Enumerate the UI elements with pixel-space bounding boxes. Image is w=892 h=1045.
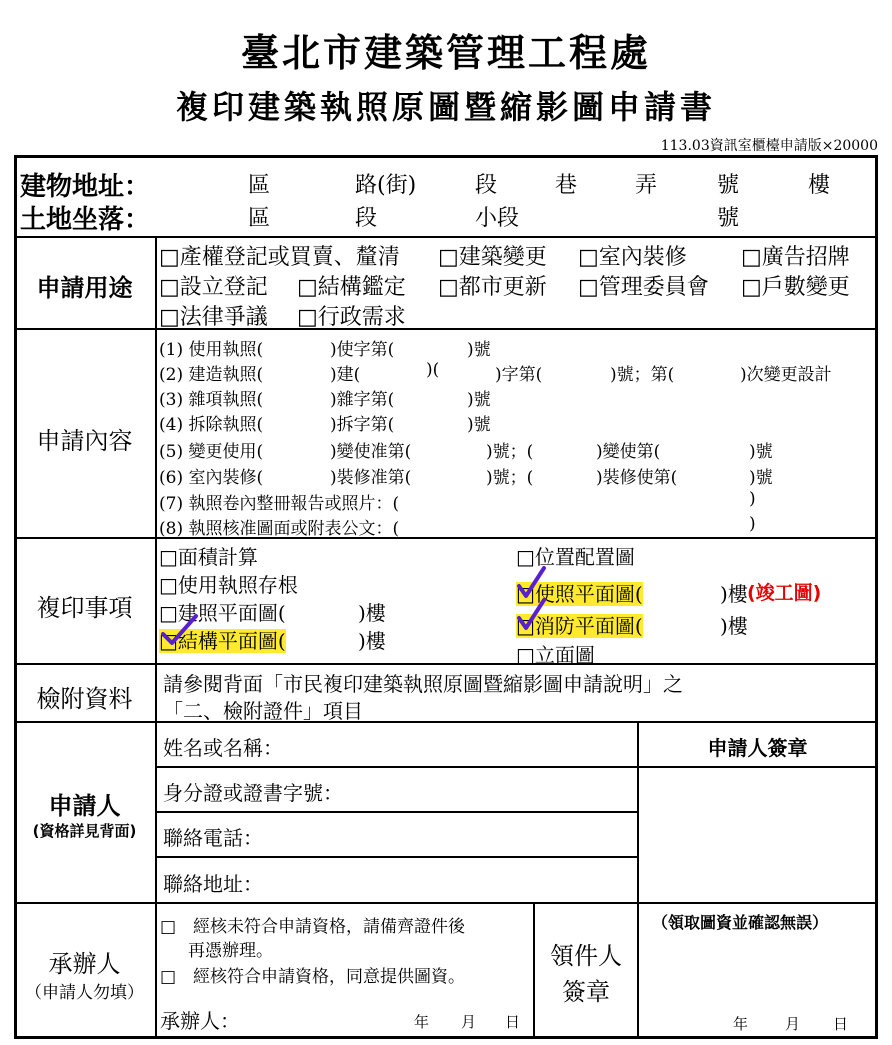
purpose-option[interactable]: □法律爭議 — [159, 305, 268, 330]
content-line-2: )字第( — [495, 365, 543, 385]
content-line-2: )建( — [330, 365, 361, 385]
copy-floor-unit: )樓 — [358, 629, 386, 653]
handler-option-rejected-cont: 再憑辦理。 — [188, 941, 273, 961]
content-line-1: )使字第( — [330, 340, 395, 360]
content-line-2: )次變更設計 — [740, 365, 832, 385]
purpose-option[interactable]: □行政需求 — [297, 305, 406, 330]
checkmark-icon — [160, 612, 200, 652]
address-alley: 弄 — [635, 173, 658, 198]
page-subtitle: 複印建築執照原圖暨縮影圖申請書 — [175, 88, 716, 126]
address-road: 路(街) — [355, 173, 417, 198]
content-line-5: )號；( — [486, 442, 534, 462]
content-line-6: )號；( — [486, 468, 534, 488]
divider — [155, 236, 157, 1039]
copy-option-fire-plan[interactable]: □消防平面圖( — [516, 614, 643, 638]
content-line-5: )號 — [749, 442, 773, 462]
content-label: 申請內容 — [36, 427, 133, 455]
address-lane: 巷 — [555, 173, 578, 198]
divider — [155, 766, 637, 768]
copy-option-elevation[interactable]: □立面圖 — [516, 643, 595, 667]
address-section: 段 — [475, 173, 498, 198]
applicant-name-field[interactable]: 姓名或名稱： — [163, 736, 283, 760]
receiver-seal-label: 簽章 — [562, 978, 610, 1006]
receiver-label: 領件人 — [550, 942, 622, 970]
address-district: 區 — [248, 173, 271, 198]
content-line-8: (8) 執照核准圖面或附表公文：( — [159, 519, 400, 539]
purpose-option[interactable]: □都市更新 — [438, 275, 547, 300]
content-line-3: )雜字第( — [330, 390, 395, 410]
page-title: 臺北市建築管理工程處 — [240, 30, 651, 75]
divider — [14, 663, 878, 665]
content-line-6: (6) 室內裝修( — [159, 468, 264, 488]
copy-floor-unit: )樓 — [720, 582, 748, 606]
attach-label: 檢附資料 — [36, 685, 133, 713]
content-line-3: (3) 雜項執照( — [159, 390, 264, 410]
handler-label: 承辦人 — [48, 950, 121, 978]
applicant-id-field[interactable]: 身分證或證書字號： — [163, 781, 343, 805]
applicant-note: (資格詳見背面) — [32, 822, 137, 840]
copy-option-building-plan[interactable]: □建照平面圖( — [159, 601, 286, 625]
applicant-label: 申請人 — [48, 792, 121, 820]
land-section: 段 — [355, 206, 378, 231]
copy-option-structure-plan[interactable]: □結構平面圖( — [159, 629, 286, 653]
copy-option-use-permit-stub[interactable]: □使用執照存根 — [159, 573, 298, 597]
divider — [155, 811, 637, 813]
copy-option-use-permit-plan[interactable]: □使照平面圖( — [516, 582, 643, 606]
building-address-label: 建物地址： — [20, 172, 151, 202]
content-line-2: )號；第( — [610, 365, 675, 385]
date-month: 月 — [461, 1013, 477, 1031]
content-line-1: )號 — [467, 340, 491, 360]
content-line-4: (4) 拆除執照( — [159, 415, 264, 435]
divider — [637, 721, 639, 1039]
divider — [637, 766, 878, 768]
date-year: 年 — [733, 1015, 749, 1033]
content-line-6: )裝修使第( — [596, 468, 678, 488]
purpose-option[interactable]: □戶數變更 — [741, 275, 850, 300]
content-line-7: (7) 執照卷內整冊報告或照片：( — [159, 494, 400, 514]
handler-sign-label: 承辦人： — [160, 1009, 240, 1033]
purpose-option[interactable]: □設立登記 — [159, 275, 268, 300]
content-line-2: )( — [426, 360, 440, 380]
content-line-5: )變使准第( — [330, 442, 412, 462]
purpose-option[interactable]: □產權登記或買賣、釐清 — [159, 245, 400, 270]
applicant-seal-label: 申請人簽章 — [707, 736, 808, 760]
content-line-4: )拆字第( — [330, 415, 395, 435]
purpose-option[interactable]: □廣告招牌 — [741, 245, 850, 270]
applicant-phone-field[interactable]: 聯絡電話： — [163, 826, 263, 850]
divider — [14, 236, 878, 238]
date-day: 日 — [505, 1013, 521, 1031]
content-line-5: (5) 變更使用( — [159, 442, 264, 462]
copy-floor-unit: )樓 — [720, 614, 748, 638]
address-floor: 樓 — [808, 173, 831, 198]
land-location-label: 土地坐落： — [20, 205, 151, 235]
handler-note: （申請人勿填） — [25, 983, 144, 1003]
attach-line-2: 「二、檢附證件」項目 — [163, 699, 363, 723]
completion-drawing-note: (竣工圖) — [747, 582, 822, 604]
content-line-2: (2) 建造執照( — [159, 365, 264, 385]
purpose-option[interactable]: □建築變更 — [438, 245, 547, 270]
content-line-8: ) — [749, 514, 756, 534]
attach-line-1: 請參閱背面「市民複印建築執照原圖暨縮影圖申請說明」之 — [163, 672, 683, 696]
handler-option-approved[interactable]: □ 經核符合申請資格，同意提供圖資。 — [160, 967, 466, 987]
copy-label: 複印事項 — [36, 594, 133, 622]
version-note: 113.03資訊室櫃檯申請版×20000 — [660, 138, 878, 154]
land-number: 號 — [717, 206, 740, 231]
receiver-note: （領取圖資並確認無誤） — [652, 913, 829, 932]
checkmark-icon — [516, 598, 556, 638]
date-year: 年 — [414, 1013, 430, 1031]
divider — [155, 856, 637, 858]
date-month: 月 — [785, 1015, 801, 1033]
content-line-4: )號 — [467, 415, 491, 435]
purpose-option[interactable]: □管理委員會 — [578, 275, 709, 300]
content-line-5: )變使第( — [596, 442, 661, 462]
date-day: 日 — [833, 1015, 849, 1033]
divider — [14, 721, 878, 723]
land-district: 區 — [248, 206, 271, 231]
applicant-address-field[interactable]: 聯絡地址： — [163, 872, 263, 896]
handler-option-rejected[interactable]: □ 經核未符合申請資格，請備齊證件後 — [160, 917, 466, 937]
address-number: 號 — [717, 173, 740, 198]
purpose-option[interactable]: □結構鑑定 — [297, 275, 406, 300]
content-line-1: (1) 使用執照( — [159, 340, 264, 360]
copy-option-site-plan[interactable]: □位置配置圖 — [516, 545, 635, 569]
content-line-3: )號 — [467, 390, 491, 410]
purpose-option[interactable]: □室內裝修 — [578, 245, 687, 270]
content-line-6: )裝修准第( — [330, 468, 412, 488]
land-subsection: 小段 — [475, 206, 520, 231]
purpose-label: 申請用途 — [36, 274, 133, 302]
divider — [14, 328, 878, 330]
content-line-6: )號 — [749, 468, 773, 488]
content-line-7: ) — [749, 489, 756, 509]
divider — [14, 537, 878, 539]
copy-option-area[interactable]: □面積計算 — [159, 545, 258, 569]
divider — [14, 902, 878, 904]
copy-floor-unit: )樓 — [358, 601, 386, 625]
